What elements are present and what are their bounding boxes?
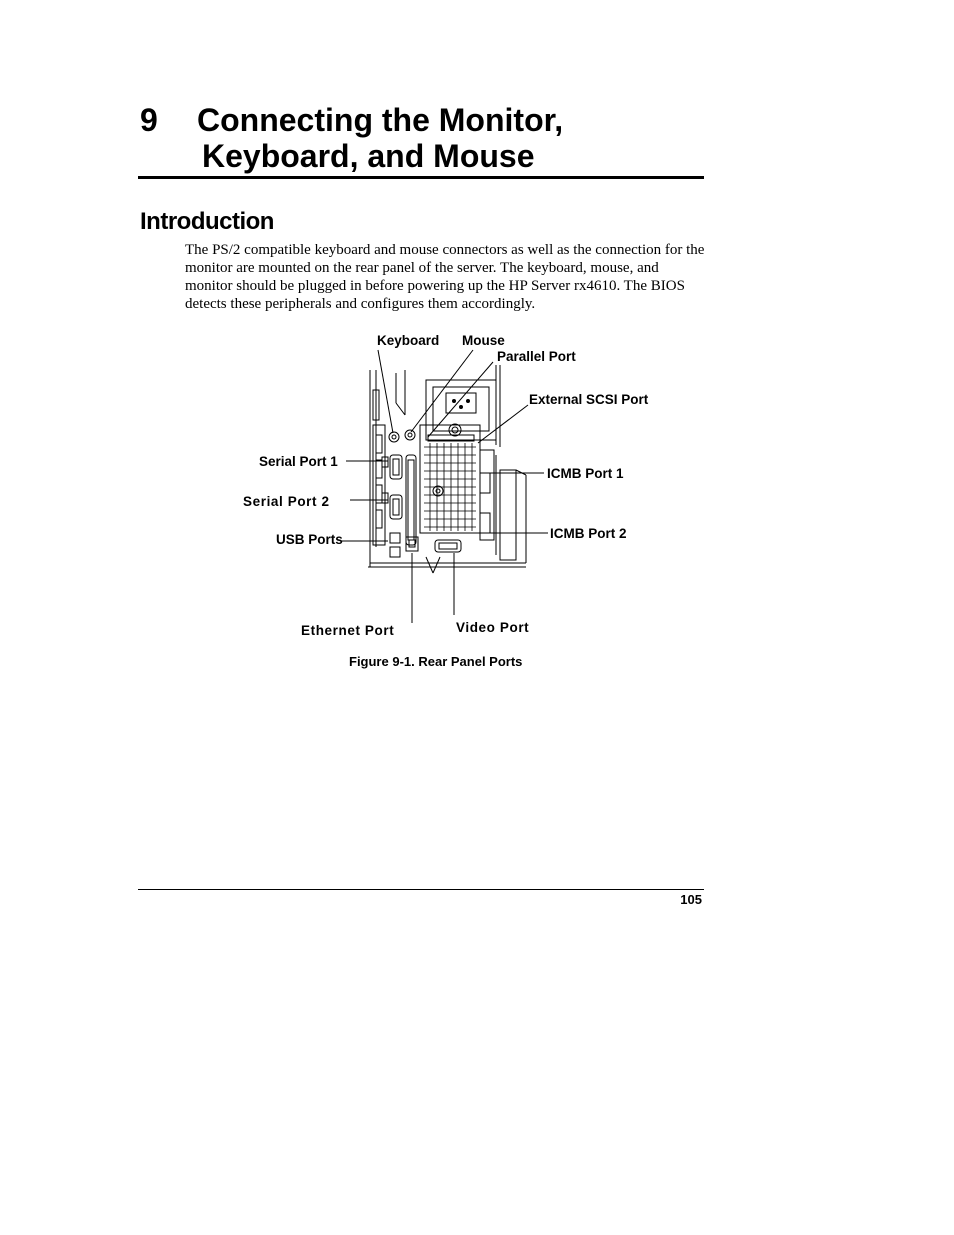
label-keyboard: Keyboard — [377, 333, 440, 348]
intro-paragraph: The PS/2 compatible keyboard and mouse connectors as well as the connection for the monitor are mounted on the rear panel of the server. The keyboard, mouse, and monitor should be plugged in before powering up the HP Server rx4610. The BIOS detects these peripherals and configures them accordingly. — [185, 242, 705, 312]
chapter-title-line-1: Connecting the Monitor, — [197, 102, 564, 138]
page-number: 105 — [680, 892, 702, 907]
chapter-title-line-2: Keyboard, and Mouse — [202, 138, 535, 174]
label-video-port: Video Port — [456, 620, 530, 635]
figure-caption: Figure 9-1. Rear Panel Ports — [349, 654, 523, 669]
label-external-scsi-port: External SCSI Port — [529, 392, 649, 407]
label-usb-ports: USB Ports — [276, 532, 343, 547]
section-heading: Introduction — [140, 208, 274, 235]
chapter-number: 9 — [140, 102, 158, 138]
rear-panel-diagram — [230, 325, 660, 645]
rear-panel-figure — [230, 325, 660, 645]
chapter-title — [197, 102, 697, 174]
label-mouse: Mouse — [462, 333, 505, 348]
label-icmb-port-1: ICMB Port 1 — [547, 466, 624, 481]
label-serial-port-2: Serial Port 2 — [243, 494, 330, 509]
label-icmb-port-2: ICMB Port 2 — [550, 526, 627, 541]
chapter-title-rule — [138, 176, 704, 179]
label-parallel-port: Parallel Port — [497, 349, 576, 364]
rear-panel-illustration — [368, 365, 526, 567]
label-ethernet-port: Ethernet Port — [301, 623, 395, 638]
vent-grid — [424, 443, 476, 531]
label-serial-port-1: Serial Port 1 — [259, 454, 338, 469]
footer-rule — [138, 889, 704, 890]
